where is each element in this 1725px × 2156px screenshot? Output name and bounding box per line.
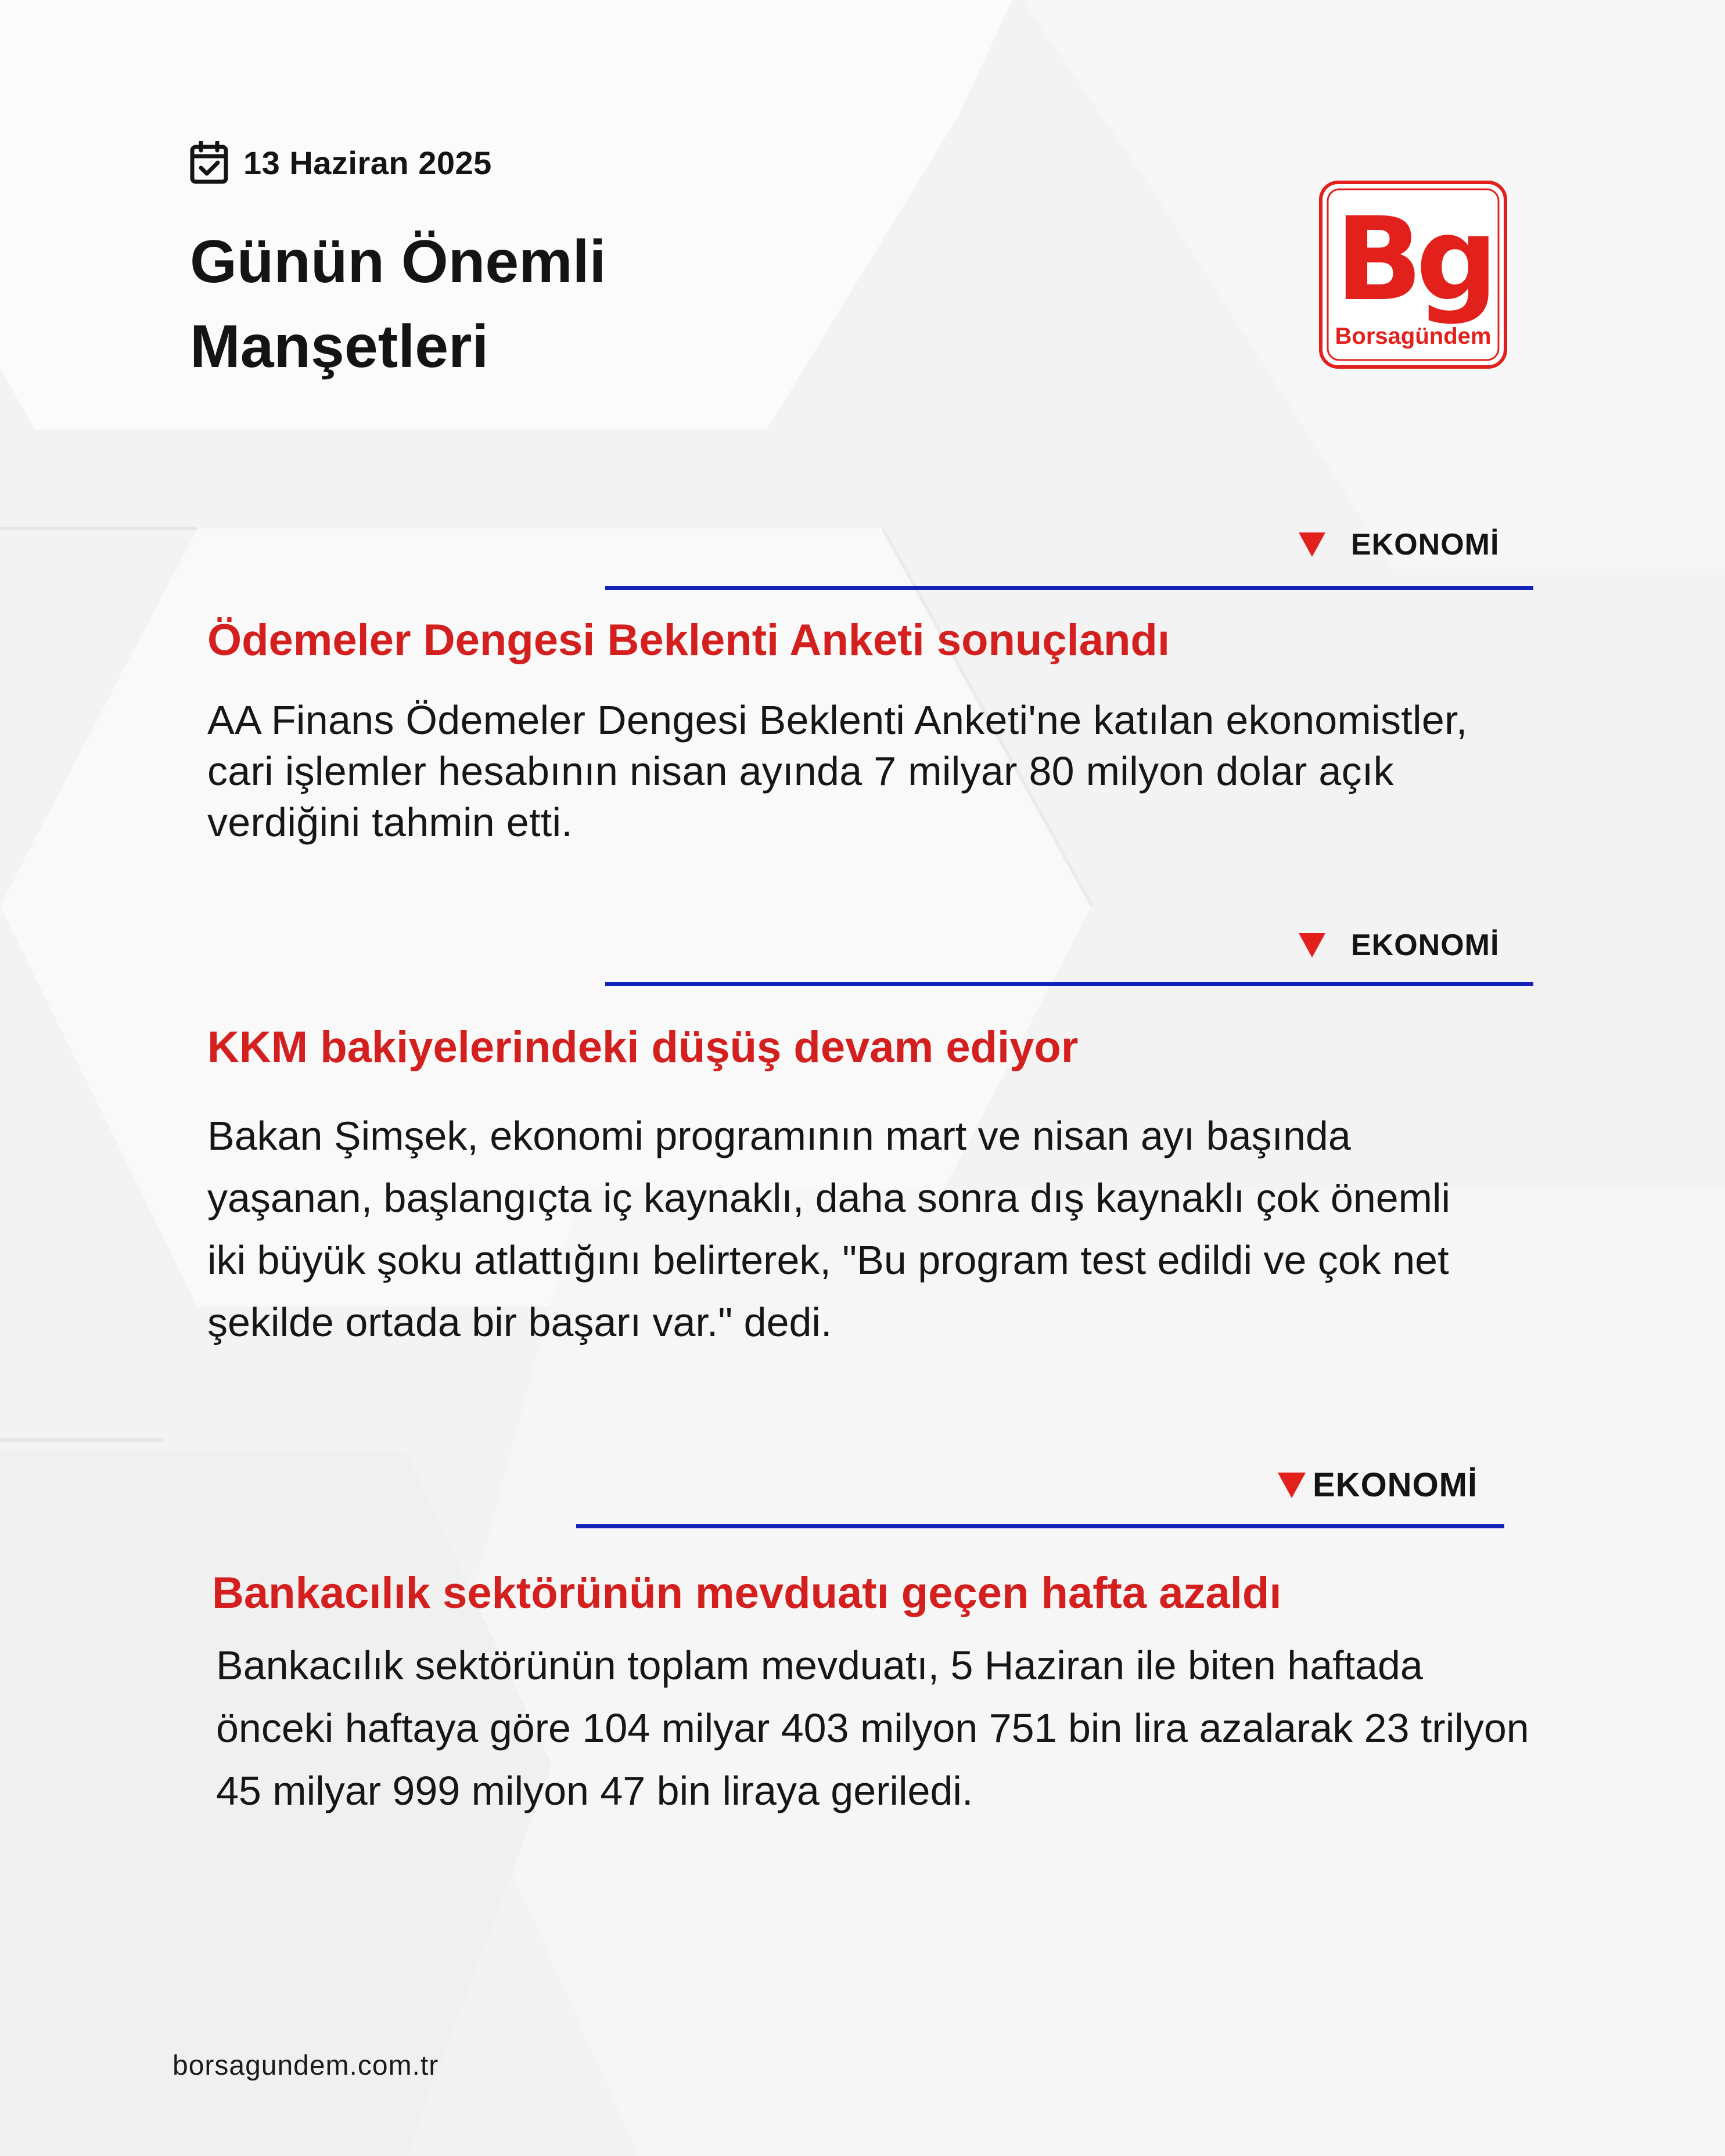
category-text-3: EKONOMİ [1313, 1466, 1478, 1504]
category-label-3 [1278, 1466, 1478, 1504]
category-text-1: EKONOMİ [1351, 528, 1500, 562]
triangle-down-icon [1299, 932, 1325, 959]
headline-1: Ödemeler Dengesi Beklenti Anketi sonuçlandı [207, 616, 1170, 665]
section-divider-2 [605, 982, 1533, 986]
headline-2: KKM bakiyelerindeki düşüş devam ediyor [207, 1023, 1079, 1072]
category-label-2 [1299, 928, 1499, 963]
section-divider-3 [576, 1524, 1504, 1528]
date-row [190, 139, 492, 186]
triangle-down-icon [1299, 531, 1325, 558]
borsagundem-logo [1318, 180, 1508, 369]
logo-mark: Bg [1335, 192, 1492, 326]
page-title-line-1: Günün Önemli [190, 228, 606, 296]
category-text-2: EKONOMİ [1351, 928, 1500, 962]
footer-site-url[interactable]: borsagundem.com.tr [172, 2050, 439, 2081]
category-label-1 [1299, 527, 1499, 562]
logo-wordmark: Borsagündem [1335, 323, 1492, 349]
section-divider-1 [605, 586, 1533, 590]
article-body-2: Bakan Şimşek, ekonomi programının mart ve nisan ayı başında yaşanan, başlangıçta iç kaynaklı, daha sonra dış kaynaklı çok önemli iki büyük şoku atlattığını belirterek, "Bu program test edildi ve çok net şekilde ortada bir başarı var." dedi. [207, 1113, 1451, 1345]
date-text: 13 Haziran 2025 [243, 144, 492, 181]
article-body-1: AA Finans Ödemeler Dengesi Beklenti Anketi'ne katılan ekonomistler, cari işlemler hesabının nisan ayında 7 milyar 80 milyon dolar açık verdiğini tahmin etti. [207, 697, 1468, 845]
triangle-down-icon [1278, 1471, 1306, 1499]
page-title-line-2: Manşetleri [190, 313, 489, 380]
page-title [190, 219, 945, 389]
headline-3: Bankacılık sektörünün mevduatı geçen hafta azaldı [212, 1568, 1282, 1618]
article-body-3: Bankacılık sektörünün toplam mevduatı, 5 Haziran ile biten haftada önceki haftaya göre 104 milyar 403 milyon 751 bin lira azalarak 23 trilyon 45 milyar 999 milyon 47 bin liraya geriledi. [216, 1643, 1529, 1813]
calendar-check-icon [190, 141, 228, 184]
